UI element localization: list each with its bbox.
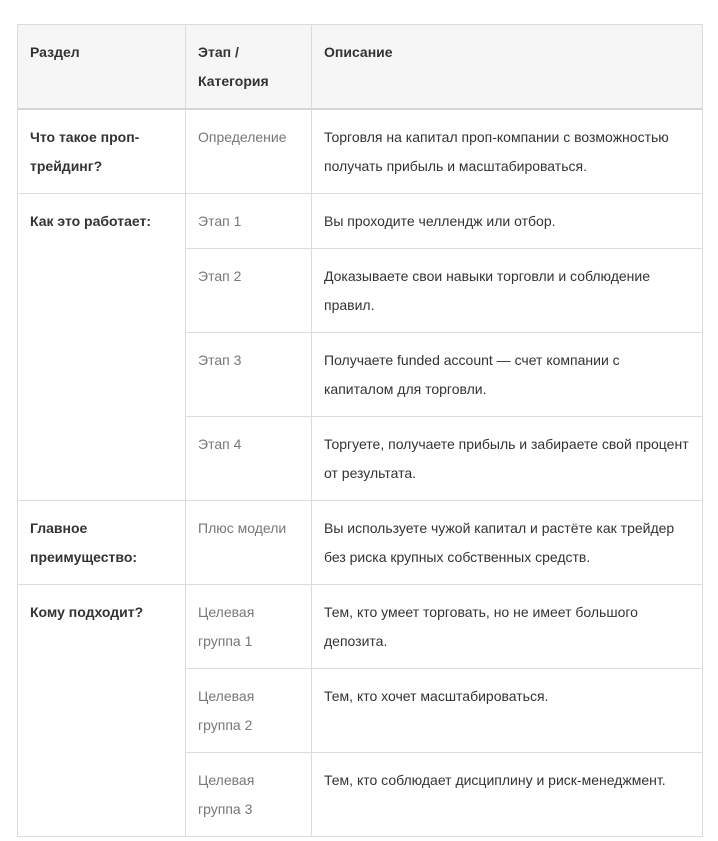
description-cell: Тем, кто умеет торговать, но не имеет большого депозита. (312, 585, 703, 669)
section-cell: Главное преимущество: (18, 501, 186, 585)
header-category: Этап / Категория (186, 25, 312, 110)
category-cell: Этап 2 (186, 249, 312, 333)
description-cell: Получаете funded account — счет компании с капиталом для торговли. (312, 333, 703, 417)
section-cell: Что такое проп-трейдинг? (18, 109, 186, 194)
header-row (18, 25, 703, 110)
table-header (18, 25, 703, 110)
category-cell: Этап 1 (186, 194, 312, 249)
description-cell: Торговля на капитал проп-компании с возможностью получать прибыль и масштабироваться. (312, 109, 703, 194)
description-cell: Тем, кто соблюдает дисциплину и риск-менеджмент. (312, 753, 703, 837)
header-description: Описание (312, 25, 703, 110)
table-row (18, 194, 703, 249)
description-cell: Торгуете, получаете прибыль и забираете свой процент от результата. (312, 417, 703, 501)
table-body (18, 109, 703, 837)
table-row (18, 109, 703, 194)
category-cell: Целевая группа 1 (186, 585, 312, 669)
section-cell: Как это работает: (18, 194, 186, 501)
description-cell: Тем, кто хочет масштабироваться. (312, 669, 703, 753)
category-cell: Определение (186, 109, 312, 194)
category-cell: Этап 3 (186, 333, 312, 417)
section-cell: Кому подходит? (18, 585, 186, 837)
description-cell: Вы проходите челлендж или отбор. (312, 194, 703, 249)
category-cell: Целевая группа 3 (186, 753, 312, 837)
prop-trading-table (17, 24, 703, 837)
category-cell: Целевая группа 2 (186, 669, 312, 753)
header-section: Раздел (18, 25, 186, 110)
category-cell: Этап 4 (186, 417, 312, 501)
table-row (18, 501, 703, 585)
table-row (18, 585, 703, 669)
description-cell: Доказываете свои навыки торговли и соблюдение правил. (312, 249, 703, 333)
description-cell: Вы используете чужой капитал и растёте как трейдер без риска крупных собственных средств. (312, 501, 703, 585)
category-cell: Плюс модели (186, 501, 312, 585)
